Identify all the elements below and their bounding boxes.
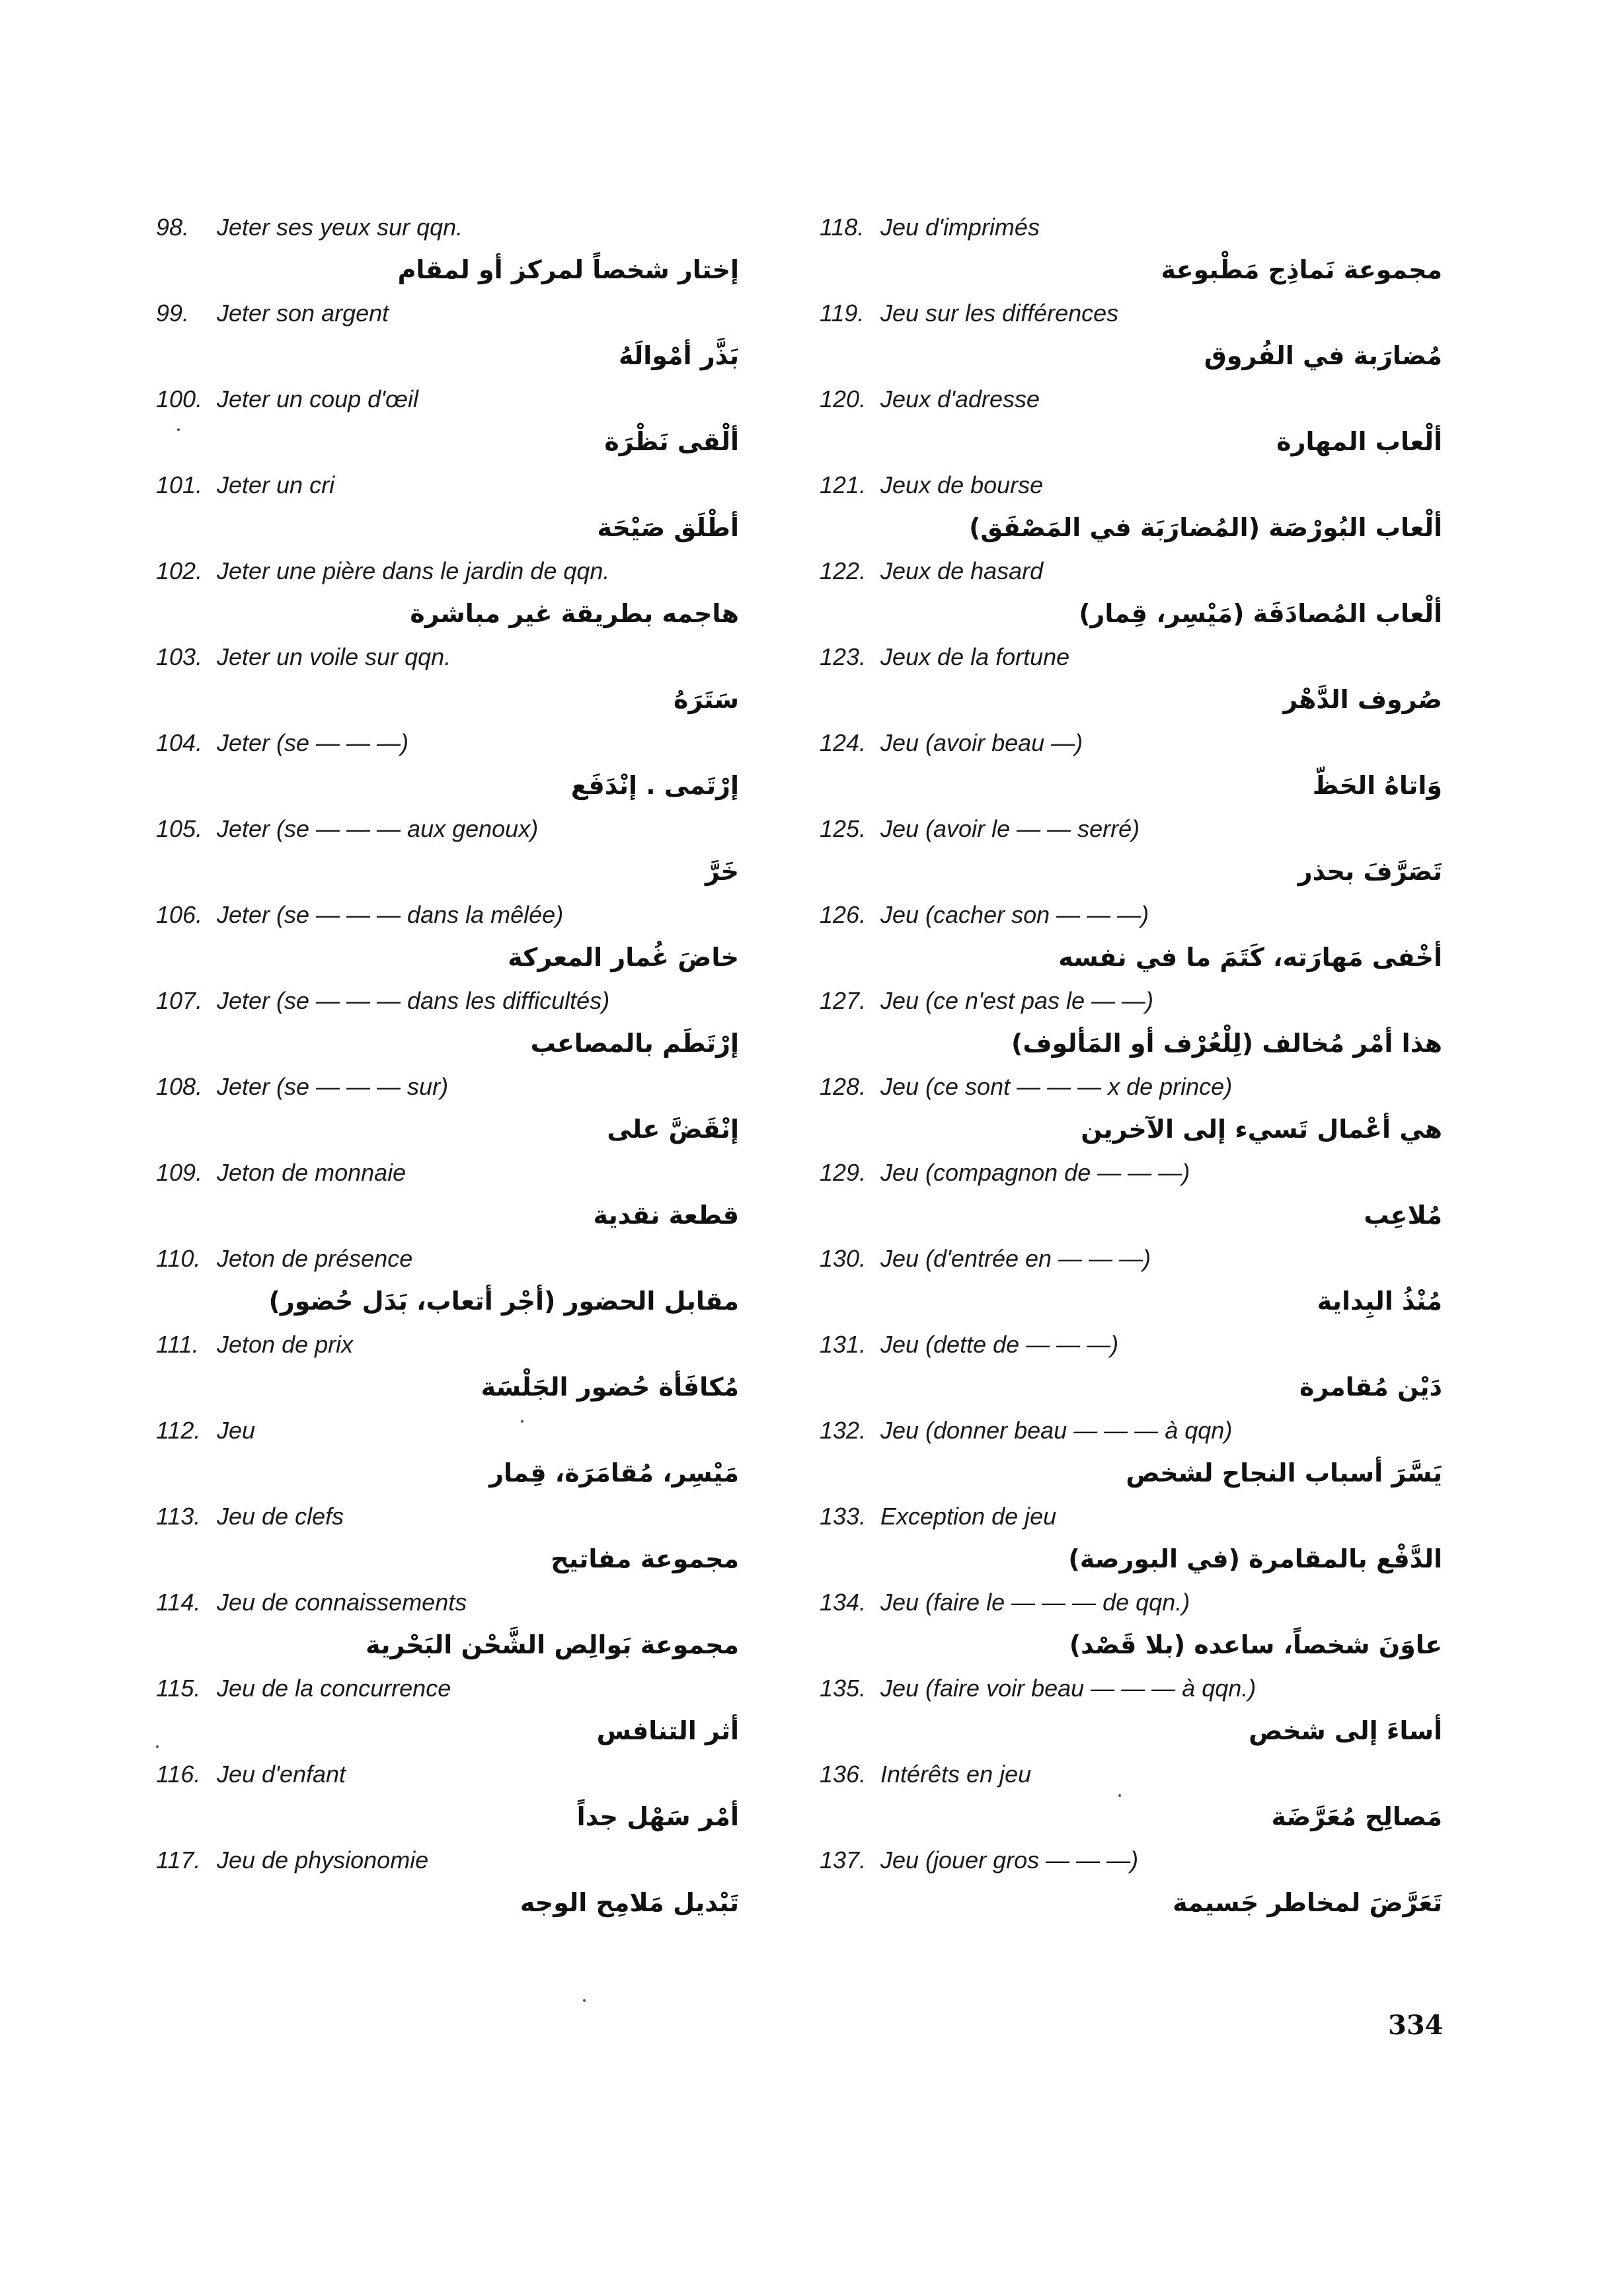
entry-number: 119. [820,299,865,327]
arabic-translation: مجموعة بَوالِص الشَّحْن البَحْرية [366,1630,739,1659]
entry-number: 130. [820,1245,867,1272]
dictionary-entry [820,1327,1454,1413]
french-text: Jeter (se — — — dans les difficultés) [217,987,610,1014]
french-text: Jeu de la concurrence [217,1675,451,1702]
french-text: Jeu (dette de — — —) [880,1331,1119,1358]
entry-number: 101. [156,471,203,498]
french-text: Jeter une pière dans le jardin de qqn. [217,557,610,584]
dictionary-entry [820,1585,1454,1671]
dictionary-entry [156,1843,791,1929]
arabic-translation: مُضارَبة في الفُروق [1204,341,1442,370]
scan-speck [177,428,180,431]
french-text: Jeter (se — — —) [217,729,409,756]
french-term [820,984,1153,1018]
arabic-translation: خاضَ غُمار المعركة [508,943,739,972]
french-text: Jeter (se — — — aux genoux) [217,815,539,842]
dictionary-entry [156,1671,791,1757]
dictionary-entry [820,210,1454,296]
french-term [156,382,418,416]
entry-number: 104. [156,729,203,756]
dictionary-entry [820,640,1454,726]
entry-number: 122. [820,557,867,584]
arabic-translation: تَصَرَّفَ بحذر [1297,857,1442,886]
dictionary-entry [156,1070,791,1156]
entry-number: 127. [820,987,867,1014]
arabic-translation: ألْقى نَظْرَة [604,427,739,456]
dictionary-entry [156,640,791,726]
dictionary-entry [820,812,1454,898]
french-term [156,1413,255,1448]
dictionary-entry [156,1585,791,1671]
arabic-translation: إرْتَمى . إنْدَفَع [570,771,739,800]
arabic-translation: وَاتاهُ الحَظّ [1312,771,1442,800]
french-term [156,468,334,502]
scan-speck [156,1745,159,1748]
french-term [156,812,538,846]
french-text: Jeter ses yeux sur qqn. [217,214,463,241]
arabic-translation: مُنْذُ البِداية [1317,1287,1442,1316]
dictionary-entry [156,1242,791,1327]
entry-number: 133. [820,1503,867,1530]
dictionary-entry [820,296,1454,382]
french-text: Jeu (avoir le — — serré) [880,815,1140,842]
dictionary-entry [156,1499,791,1585]
french-term [156,1499,344,1534]
french-term [820,640,1069,674]
scan-speck [1118,1794,1121,1797]
french-term [820,1242,1151,1276]
french-text: Exception de jeu [880,1503,1057,1530]
entry-number: 103. [156,643,203,670]
entry-number: 110. [156,1245,201,1272]
dictionary-entry [156,1413,791,1499]
dictionary-entry [820,1413,1454,1499]
dictionary-entry [820,984,1454,1070]
entry-number: 107. [156,987,203,1014]
french-text: Jeu (avoir beau —) [880,729,1083,756]
french-text: Jeter un voile sur qqn. [217,643,451,670]
french-text: Jeu (d'entrée en — — —) [880,1245,1151,1272]
french-text: Jeu (donner beau — — — à qqn) [880,1417,1233,1444]
french-term [820,382,1040,416]
dictionary-entry [156,554,791,640]
dictionary-entry [156,296,791,382]
french-term [820,1671,1256,1706]
entry-number: 115. [156,1675,201,1702]
entry-number: 124. [820,729,867,756]
arabic-translation: تَبْديل مَلامِح الوجه [520,1888,739,1917]
french-text: Jeu d'enfant [217,1761,346,1788]
french-text: Jeter son argent [217,299,389,327]
arabic-translation: مُلاعِب [1364,1201,1442,1230]
french-text: Jeton de prix [217,1331,354,1358]
dictionary-entry [820,726,1454,812]
dictionary-entry [820,1499,1454,1585]
french-term [820,1413,1232,1448]
entry-number: 125. [820,815,867,842]
french-text: Jeu de clefs [217,1503,344,1530]
arabic-translation: مَيْسِر، مُقامَرَة، قِمار [489,1458,739,1487]
arabic-translation: إنْقَضَّ على [607,1115,739,1144]
french-term [820,210,1040,245]
entry-number: 121. [820,471,867,498]
entry-number: 112. [156,1417,201,1444]
arabic-translation: عاوَنَ شخصاً، ساعده (بلا قَصْد) [1069,1630,1442,1659]
entry-number: 137. [820,1846,867,1874]
french-term [820,898,1149,932]
dictionary-entry [156,812,791,898]
left-column [156,210,791,1929]
french-term [156,1327,353,1362]
dictionary-entry [156,210,791,296]
french-text: Jeu [217,1417,256,1444]
dictionary-entry [820,468,1454,554]
french-term [156,640,451,674]
entry-number: 131. [820,1331,867,1358]
arabic-translation: بَذَّر أمْوالَهُ [618,341,739,370]
dictionary-entry [156,1327,791,1413]
french-term [820,1070,1232,1104]
dictionary-entry [156,726,791,812]
french-term [156,210,463,245]
french-text: Jeu (compagnon de — — —) [880,1159,1190,1186]
entry-number: 116. [156,1761,201,1788]
right-column [820,210,1454,1929]
entry-number: 111. [156,1331,199,1358]
entry-number: 134. [820,1589,867,1616]
arabic-translation: سَتَرَهُ [674,685,739,714]
dictionary-entry [820,1671,1454,1757]
french-text: Jeu (jouer gros — — —) [880,1846,1139,1874]
french-term [156,898,563,932]
arabic-translation: إرْتَطَم بالمصاعب [530,1029,739,1058]
french-term [820,1156,1190,1190]
entry-number: 105. [156,815,203,842]
french-term [156,1156,406,1190]
entry-number: 102. [156,557,203,584]
dictionary-entry [820,1070,1454,1156]
arabic-translation: هاجمه بطريقة غير مباشرة [410,599,739,628]
french-text: Jeter un cri [217,471,335,498]
scan-speck [521,1420,523,1423]
entry-number: 123. [820,643,867,670]
arabic-translation: إختار شخصاً لمركز أو لمقام [397,255,739,284]
entry-number: 100. [156,385,203,413]
entry-number: 108. [156,1073,203,1100]
arabic-translation: هي أعْمال تَسيء إلى الآخرين [1081,1115,1442,1144]
french-term [156,726,408,760]
french-text: Jeu (faire le — — — de qqn.) [880,1589,1190,1616]
french-term [820,812,1140,846]
french-text: Jeu de connaissements [217,1589,467,1616]
french-text: Jeter (se — — — sur) [217,1073,449,1100]
french-term [820,726,1083,760]
entry-number: 114. [156,1589,201,1616]
dictionary-entry [820,1242,1454,1327]
french-term [156,1585,467,1620]
french-text: Jeton de monnaie [217,1159,406,1186]
dictionary-entry [156,382,791,468]
french-term [820,1843,1138,1878]
arabic-translation: أخْفى مَهارَته، كَتَمَ ما في نفسه [1058,943,1442,972]
french-text: Jeux d'adresse [880,385,1040,413]
arabic-translation: خَرَّ [705,857,739,886]
arabic-translation: هذا أمْر مُخالف (لِلْعُرْف أو المَألوف) [1011,1029,1442,1058]
french-text: Jeu (faire voir beau — — — à qqn.) [880,1675,1257,1702]
dictionary-entry [820,382,1454,468]
french-term [156,1242,412,1276]
dictionary-entry [156,1156,791,1242]
arabic-translation: دَيْن مُقامرة [1299,1372,1442,1402]
french-text: Jeux de bourse [880,471,1044,498]
french-text: Jeter (se — — — dans la mêlée) [217,901,564,928]
entry-number: 117. [156,1846,201,1874]
arabic-translation: ألْعاب المُصادَفَة (مَيْسِر، قِمار) [1079,599,1442,628]
french-text: Jeu de physionomie [217,1846,429,1874]
french-term [820,1585,1190,1620]
french-term [820,1327,1118,1362]
entry-number: 106. [156,901,203,928]
arabic-translation: قطعة نقدية [593,1201,739,1230]
french-text: Jeu d'imprimés [880,214,1040,241]
arabic-translation: الدَّفْع بالمقامرة (في البورصة) [1068,1544,1442,1573]
arabic-translation: تَعَرَّضَ لمخاطر جَسيمة [1173,1888,1442,1917]
entry-number: 99. [156,299,190,327]
arabic-translation: مُكافَأة حُضور الجَلْسَة [481,1372,739,1402]
french-text: Jeter un coup d'œil [217,385,419,413]
french-text: Jeux de hasard [880,557,1044,584]
entry-number: 98. [156,214,190,241]
french-term [820,468,1043,502]
french-term [156,296,389,331]
entry-number: 109. [156,1159,203,1186]
scan-speck [583,1999,586,2002]
french-text: Jeu (cacher son — — —) [880,901,1149,928]
french-term [820,554,1043,588]
entry-number: 120. [820,385,867,413]
dictionary-entry [820,1757,1454,1843]
french-text: Jeux de la fortune [880,643,1070,670]
dictionary-entry [820,554,1454,640]
arabic-translation: مقابل الحضور (أجْر أتعاب، بَدَل حُضور) [268,1287,739,1316]
arabic-translation: أمْر سَهْل جداً [576,1802,739,1831]
entry-number: 129. [820,1159,867,1186]
dictionary-entry [820,1156,1454,1242]
arabic-translation: مجموعة نَماذِج مَطْبوعة [1161,255,1442,284]
arabic-translation: صُروف الدَّهْر [1283,685,1442,714]
french-text: Jeu (ce sont — — — x de prince) [880,1073,1233,1100]
arabic-translation: أطْلَق صَيْحَة [597,513,739,542]
french-text: Jeu (ce n'est pas le — —) [880,987,1154,1014]
french-term [156,1843,428,1878]
french-term [156,554,609,588]
french-text: Jeu sur les différences [880,299,1119,327]
entry-number: 113. [156,1503,201,1530]
dictionary-entry [820,898,1454,984]
arabic-translation: أساءَ إلى شخص [1249,1716,1442,1745]
french-term [820,1499,1056,1534]
entry-number: 126. [820,901,867,928]
dictionary-entry [156,984,791,1070]
french-term [156,1671,451,1706]
arabic-translation: مَصالِح مُعَرَّضَة [1271,1802,1442,1831]
arabic-translation: مجموعة مفاتيح [551,1544,739,1573]
entry-number: 128. [820,1073,867,1100]
entry-number: 132. [820,1417,867,1444]
french-text: Jeton de présence [217,1245,413,1272]
dictionary-entry [156,898,791,984]
french-term [820,1757,1031,1792]
arabic-translation: ألْعاب البُورْصَة (المُضارَبَة في المَصْفَق) [969,513,1442,542]
page-number: 334 [1388,2010,1444,2041]
french-term [820,296,1118,331]
entry-number: 135. [820,1675,867,1702]
french-term [156,1070,448,1104]
arabic-translation: يَسَّرَ أسباب النجاح لشخص [1126,1458,1442,1487]
entry-number: 136. [820,1761,867,1788]
french-term [156,984,609,1018]
arabic-translation: ألْعاب المهارة [1276,427,1442,456]
entry-number: 118. [820,214,865,241]
dictionary-entry [156,468,791,554]
dictionary-entry [156,1757,791,1843]
dictionary-entry [820,1843,1454,1929]
french-term [156,1757,346,1792]
french-text: Intérêts en jeu [880,1761,1032,1788]
arabic-translation: أثر التنافس [596,1716,739,1745]
